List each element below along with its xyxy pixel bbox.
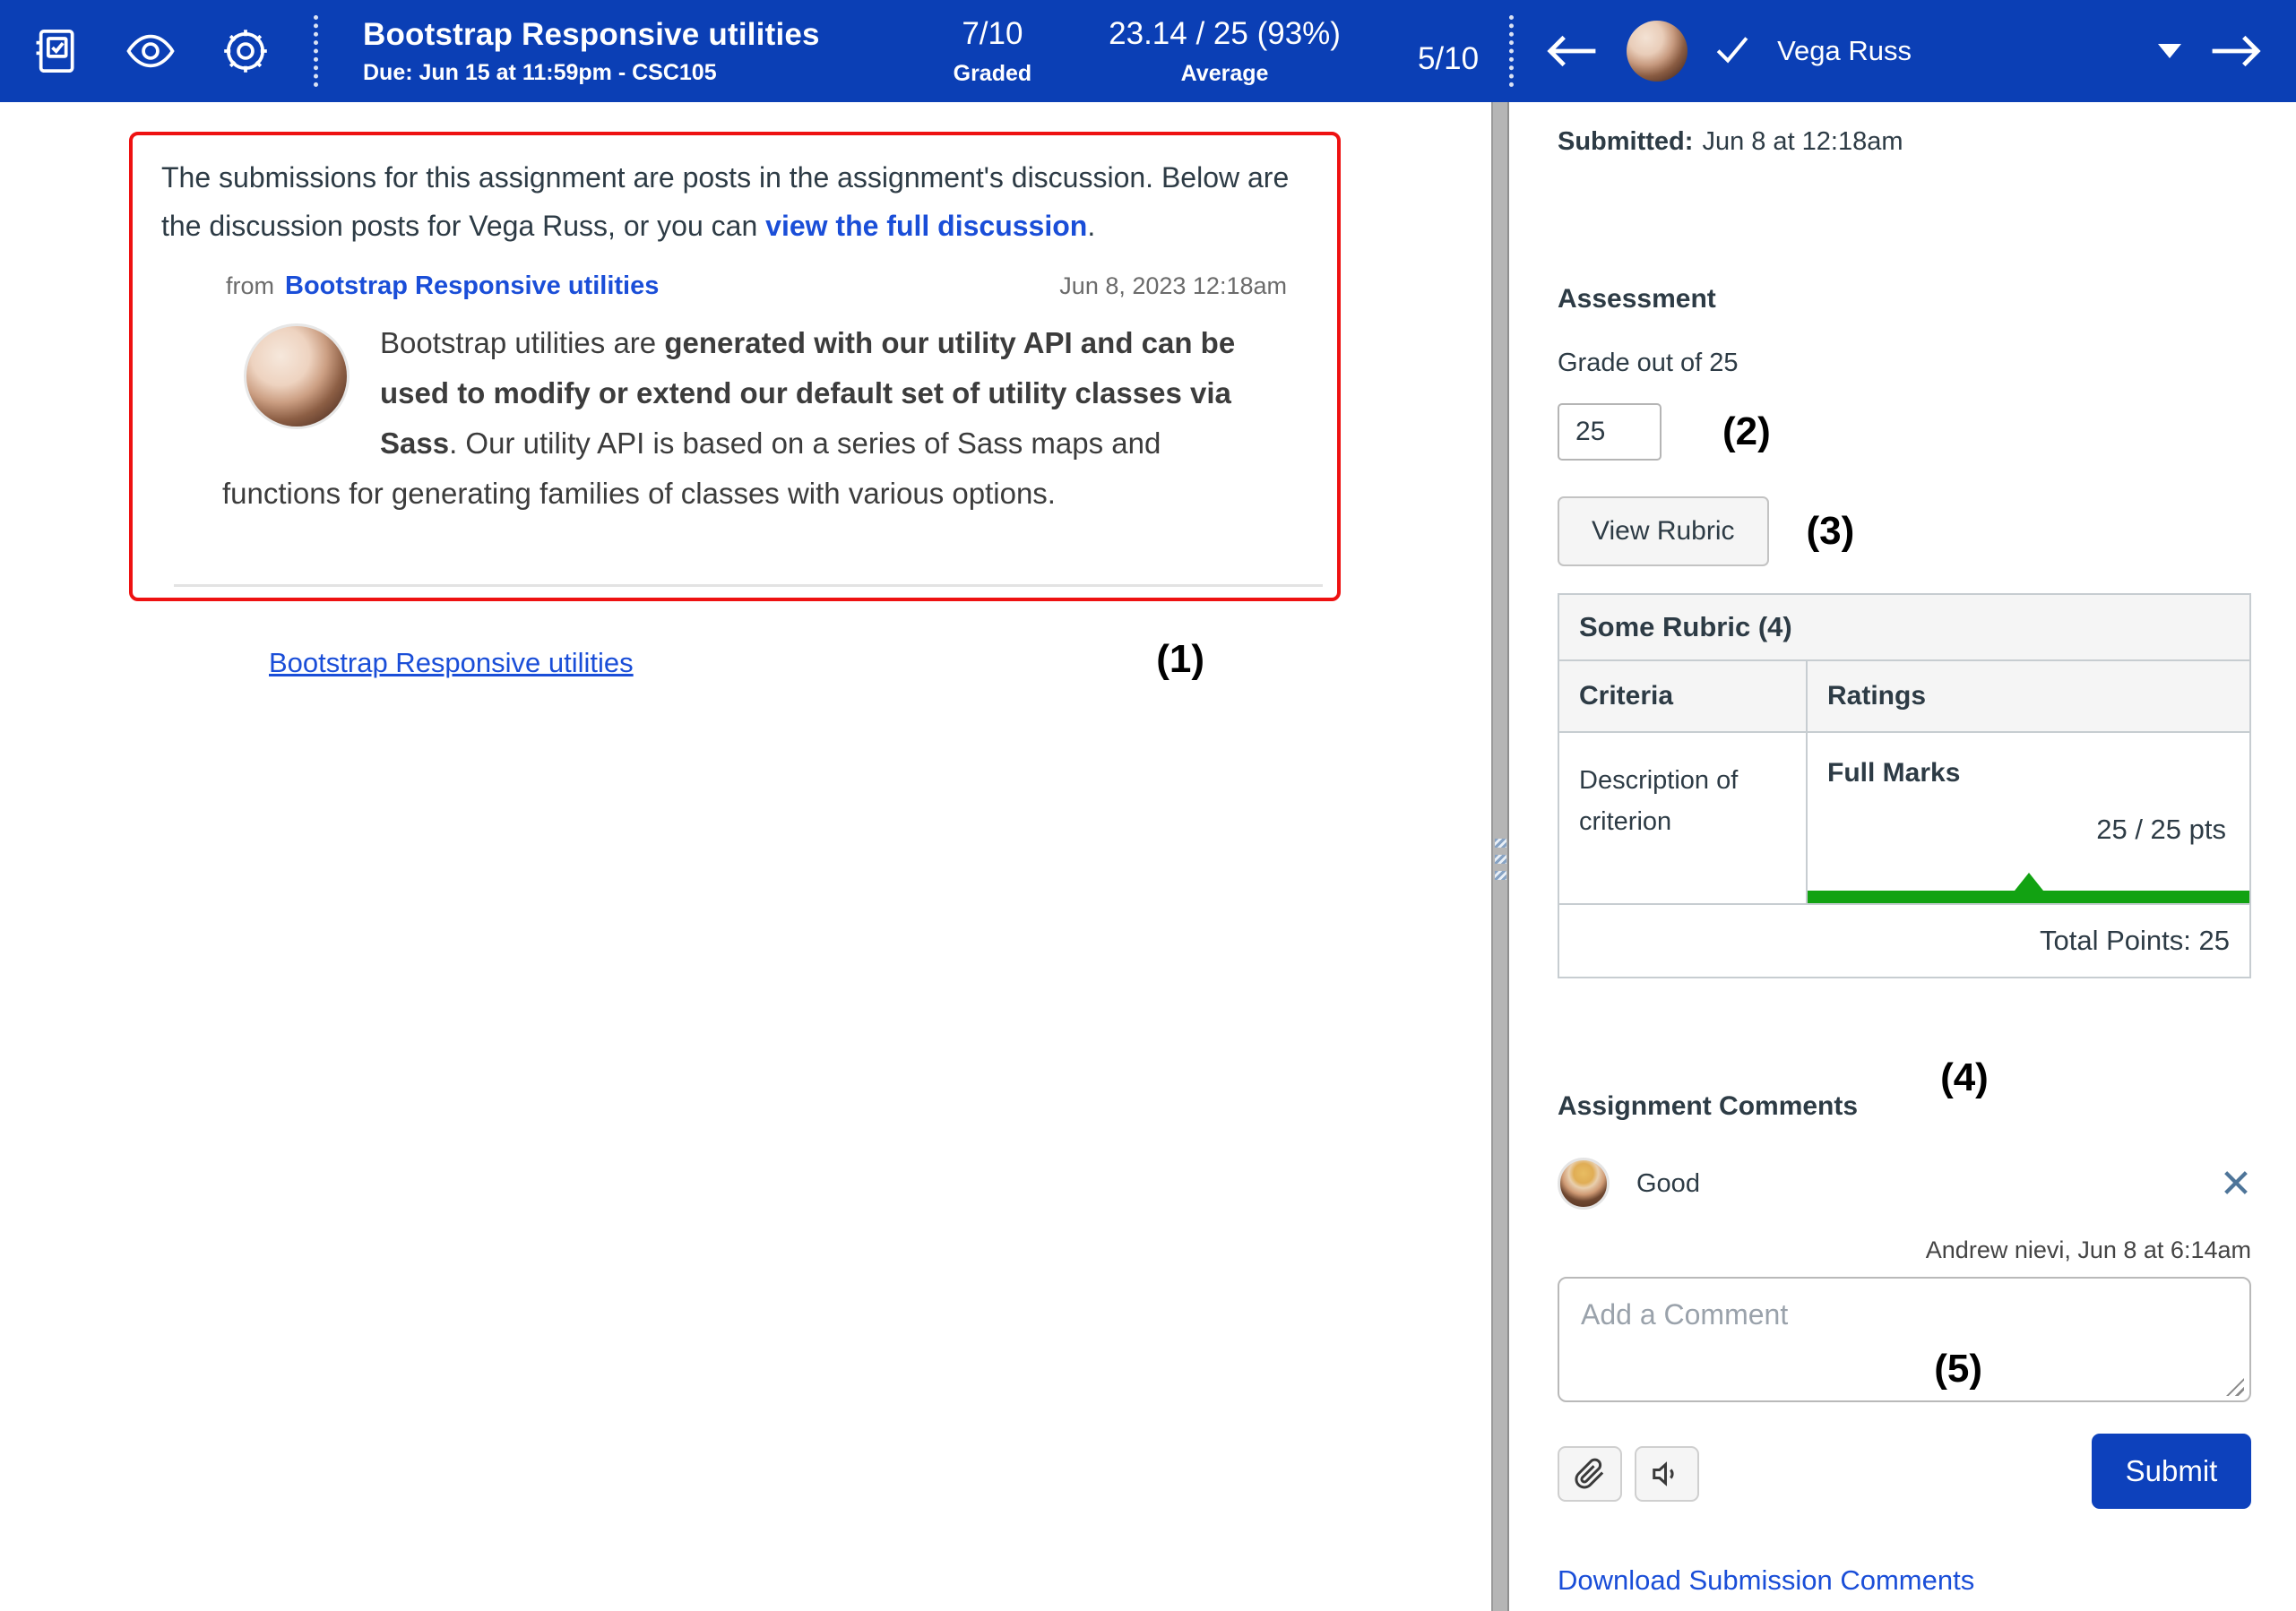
previous-student-button[interactable] <box>1544 31 1600 71</box>
annotation-1: (1) <box>1156 637 1204 681</box>
rubric-title: Some Rubric (4) <box>1559 595 2249 661</box>
rubric-total: Total Points: 25 <box>2040 925 2230 956</box>
intro-text-end: . <box>1087 210 1096 242</box>
submitted-value: Jun 8 at 12:18am <box>1702 127 1903 156</box>
submit-comment-button[interactable]: Submit <box>2092 1434 2251 1509</box>
rubric-header-row <box>1559 661 2249 733</box>
download-submission-comments-link[interactable]: Download Submission Comments <box>1558 1564 1975 1596</box>
assessment-heading: Assessment <box>1558 284 1716 314</box>
post-topic-link[interactable]: Bootstrap Responsive utilities <box>285 271 660 300</box>
average-label: Average <box>1180 60 1269 86</box>
student-list-caret-icon[interactable] <box>2158 44 2181 58</box>
comment-author-line: Andrew nievi, Jun 8 at 6:14am <box>1925 1236 2251 1263</box>
student-name: Vega Russ <box>1777 35 1912 66</box>
rating-points: 25 / 25 pts <box>2096 814 2226 845</box>
rating-bar <box>1808 891 2249 903</box>
comment-text: Good <box>1636 1168 1700 1198</box>
post-body <box>222 318 1273 519</box>
graded-value: 7/10 <box>962 15 1023 51</box>
criteria-header: Criteria <box>1559 661 1808 731</box>
discussion-submission-box <box>129 132 1341 681</box>
submitted-label: Submitted: <box>1558 127 1694 156</box>
view-rubric-button[interactable]: View Rubric <box>1558 496 1769 566</box>
preview-visibility-button[interactable] <box>124 24 177 78</box>
post-divider <box>174 584 1323 587</box>
post-author-avatar <box>244 323 350 429</box>
annotation-5: (5) <box>1934 1347 1982 1391</box>
grade-row <box>1558 403 2251 461</box>
record-audio-button[interactable] <box>1635 1446 1699 1502</box>
close-icon <box>2221 1167 2251 1198</box>
ratings-header: Ratings <box>1827 681 1927 711</box>
resize-grip-icon <box>1493 102 1507 880</box>
next-student-button[interactable] <box>2208 31 2264 71</box>
assignment-due-date: Due: Jun 15 at 11:59pm - CSC105 <box>363 59 717 85</box>
average-value: 23.14 / 25 (93%) <box>1109 15 1341 51</box>
comment-input-wrap <box>1558 1277 2251 1407</box>
post-date: Jun 8, 2023 12:18am <box>1059 272 1287 299</box>
rubric-criterion-row <box>1559 733 2249 905</box>
rating-cell[interactable] <box>1808 733 2249 903</box>
post-assignment-link[interactable]: Bootstrap Responsive utilities <box>269 647 634 678</box>
assignment-comments-heading: Assignment Comments <box>1558 1091 1859 1121</box>
paperclip-icon <box>1574 1458 1606 1490</box>
attach-file-button[interactable] <box>1558 1446 1622 1502</box>
assignment-info <box>363 17 820 86</box>
header-left-tools <box>0 24 272 78</box>
gear-icon <box>220 26 271 76</box>
view-full-discussion-link[interactable]: view the full discussion <box>765 210 1088 242</box>
delete-comment-button[interactable] <box>2221 1167 2251 1201</box>
submission-intro-text <box>161 153 1307 250</box>
comment-actions-row <box>1558 1434 2251 1509</box>
from-label: from <box>226 272 274 299</box>
submitted-line <box>1558 127 2251 157</box>
speaker-icon <box>1651 1458 1683 1490</box>
grade-out-of-label: Grade out of 25 <box>1558 349 1739 377</box>
assignment-title: Bootstrap Responsive utilities <box>363 16 820 52</box>
post-count: 5/10 <box>1417 41 1480 76</box>
graded-label: Graded <box>953 60 1032 86</box>
post-text-start: Bootstrap utilities are <box>380 326 665 359</box>
add-comment-textarea[interactable] <box>1558 1277 2251 1402</box>
commenter-avatar <box>1558 1158 1610 1210</box>
gradebook-icon <box>30 26 81 76</box>
post-text-end: . Our utility API is based on a series of Sass maps and functions for generating families of classes with various options. <box>222 426 1161 510</box>
settings-button[interactable] <box>219 24 272 78</box>
rubric-table <box>1558 593 2251 978</box>
rating-marker-icon <box>2015 873 2043 891</box>
header-bar <box>0 0 2296 102</box>
gradebook-button[interactable] <box>29 24 82 78</box>
post-text-bold: generated with our utility API and can be used to modify or extend our default set of utility classes via Sass <box>380 326 1236 460</box>
grading-stats <box>954 16 1479 87</box>
annotation-4: (4) <box>1940 1055 1989 1099</box>
pane-resize-handle[interactable] <box>1491 102 1509 1611</box>
graded-stat <box>954 16 1032 87</box>
post-header <box>226 271 1287 301</box>
submission-pane <box>0 102 1491 1611</box>
intro-text: The submissions for this assignment are posts in the assignment's discussion. Below are the discussion posts for Vega Russ, or you can <box>161 161 1290 242</box>
left-arrow-icon <box>1544 31 1600 71</box>
header-divider <box>314 15 318 87</box>
rating-name: Full Marks <box>1827 758 1961 788</box>
header-divider <box>1509 15 1514 87</box>
grading-sidebar <box>1509 102 2296 1611</box>
annotation-2: (2) <box>1722 409 1771 453</box>
average-stat <box>1109 16 1341 87</box>
assignment-comments-header <box>1558 1055 2251 1122</box>
student-avatar <box>1627 21 1687 82</box>
eye-icon <box>125 26 176 76</box>
annotation-3: (3) <box>1806 509 1855 553</box>
graded-check-icon <box>1714 34 1750 69</box>
student-navigation <box>1544 21 2296 82</box>
right-arrow-icon <box>2208 31 2264 71</box>
post-link-row <box>269 637 1204 682</box>
grade-input[interactable] <box>1558 403 1662 461</box>
view-rubric-row <box>1558 496 2251 566</box>
comment-item <box>1558 1158 2251 1210</box>
criterion-description: Description of criterion <box>1559 733 1808 903</box>
